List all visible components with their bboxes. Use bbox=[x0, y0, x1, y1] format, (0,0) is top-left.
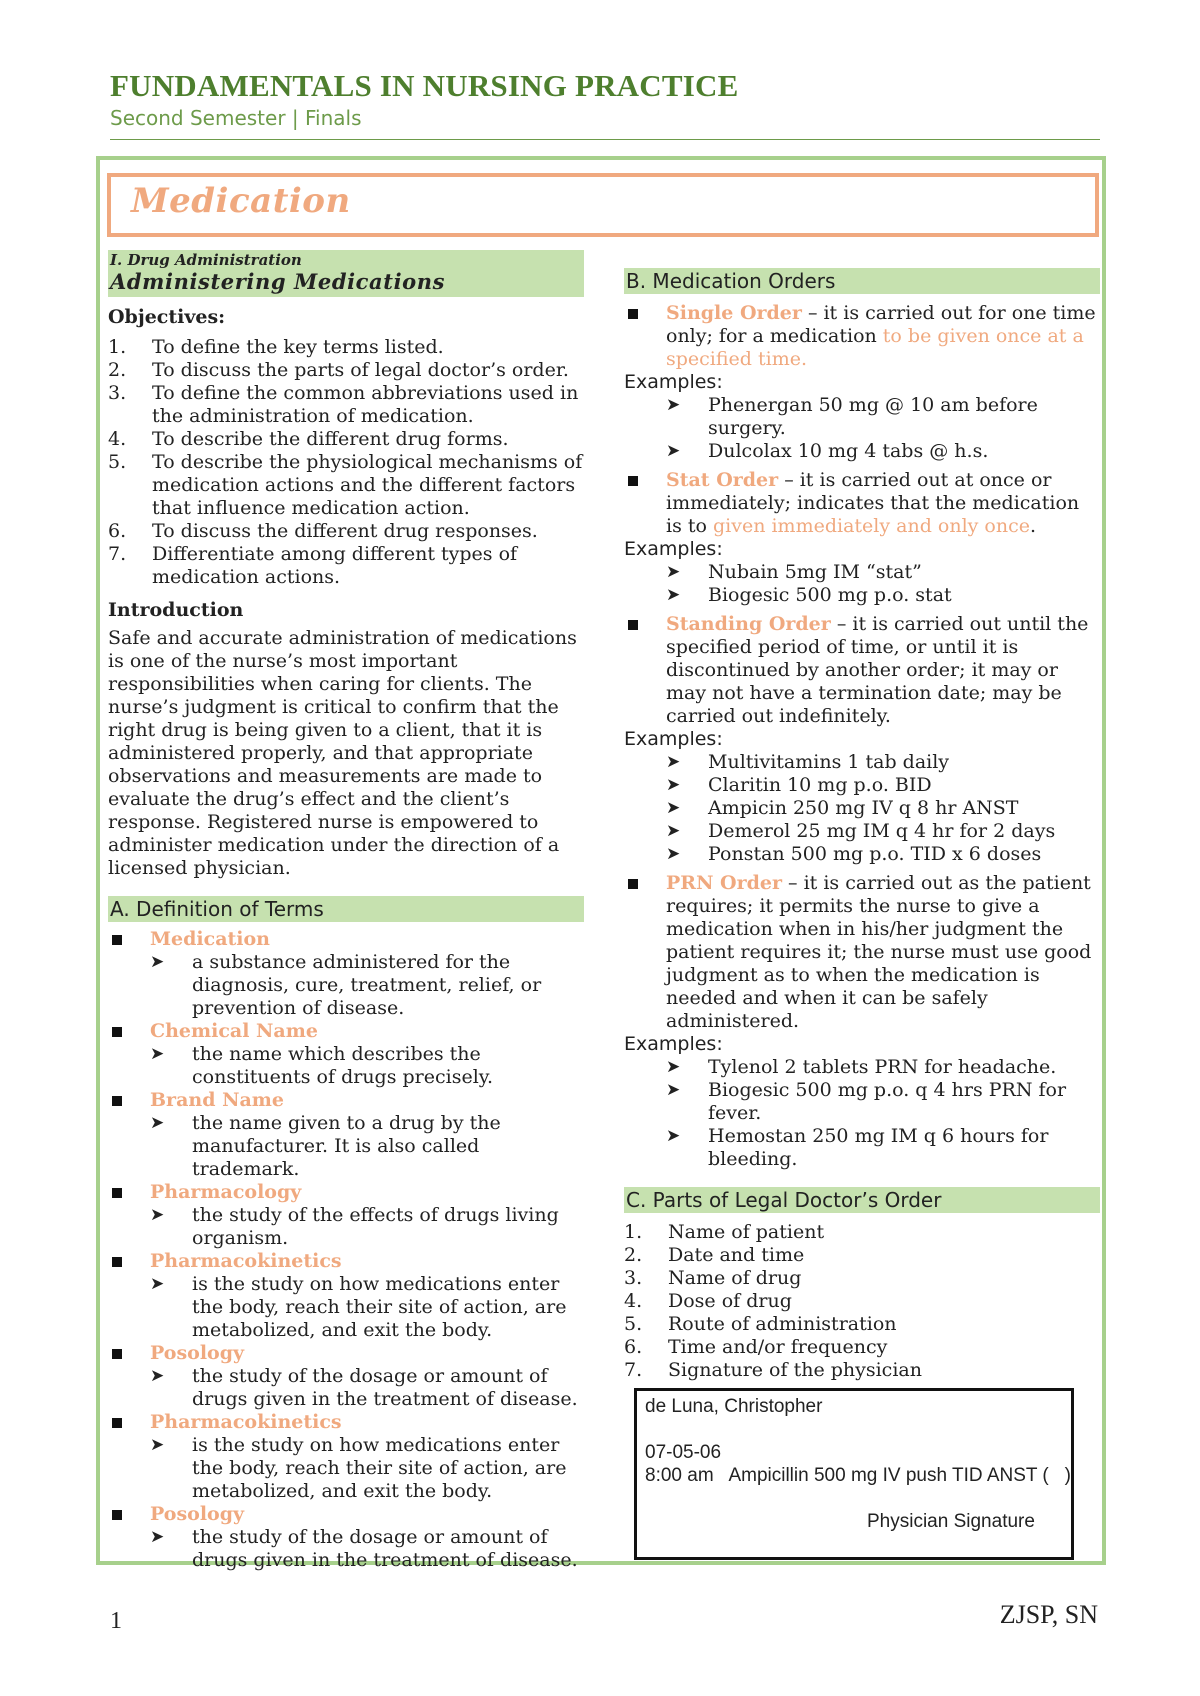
term-definition bbox=[108, 1204, 584, 1250]
part-number: 4. bbox=[624, 1290, 643, 1312]
arrow-bullet-icon: ➤ bbox=[666, 821, 681, 841]
part-text: Route of administration bbox=[668, 1313, 897, 1335]
example-text: Biogesic 500 mg p.o. stat bbox=[708, 584, 952, 606]
orders-heading: B. Medication Orders bbox=[624, 268, 1100, 294]
right-column bbox=[624, 268, 1100, 1560]
term-item bbox=[108, 1020, 584, 1043]
bullet-square-icon bbox=[112, 1257, 122, 1267]
order-name: Standing Order bbox=[666, 613, 831, 635]
part-item bbox=[624, 1290, 1100, 1313]
bullet-square-icon bbox=[112, 935, 122, 945]
arrow-bullet-icon: ➤ bbox=[150, 1435, 165, 1455]
term-item bbox=[108, 1411, 584, 1434]
examples-label: Examples: bbox=[624, 371, 723, 393]
arrow-bullet-icon: ➤ bbox=[666, 775, 681, 795]
objective-number: 5. bbox=[108, 451, 127, 473]
example-item bbox=[624, 584, 1100, 607]
introduction-heading: Introduction bbox=[108, 599, 244, 621]
arrow-bullet-icon: ➤ bbox=[666, 1057, 681, 1077]
term-definition-text: is the study on how medications enter the body, reach their site of action, are metabolized, and exit the body. bbox=[192, 1434, 567, 1502]
arrow-bullet-icon: ➤ bbox=[150, 1366, 165, 1386]
order-description: – it is carried out at once or immediately; indicates that the medication is to bbox=[666, 469, 1080, 537]
objective-number: 4. bbox=[108, 428, 127, 450]
objective-item bbox=[108, 520, 584, 543]
term-name: Pharmacology bbox=[150, 1181, 302, 1203]
document-subtitle: Second Semester | Finals bbox=[110, 106, 362, 130]
example-text: Tylenol 2 tablets PRN for headache. bbox=[708, 1056, 1057, 1078]
example-text: Phenergan 50 mg @ 10 am before surgery. bbox=[708, 394, 1038, 439]
bullet-square-icon bbox=[112, 1027, 122, 1037]
bullet-square-icon bbox=[112, 1096, 122, 1106]
bullet-square-icon bbox=[628, 309, 638, 319]
example-item bbox=[624, 751, 1100, 774]
term-definition-text: is the study on how medications enter the body, reach their site of action, are metabolized, and exit the body. bbox=[192, 1273, 567, 1341]
part-item bbox=[624, 1336, 1100, 1359]
left-column bbox=[108, 250, 584, 1572]
term-definition bbox=[108, 1273, 584, 1342]
term-item bbox=[108, 1250, 584, 1273]
order-item bbox=[624, 302, 1100, 371]
part-number: 7. bbox=[624, 1359, 643, 1381]
term-item bbox=[108, 1503, 584, 1526]
bullet-square-icon bbox=[112, 1188, 122, 1198]
sample-patient-name: de Luna, Christopher bbox=[645, 1396, 823, 1417]
order-description: – it is carried out as the patient requires; it permits the nurse to give a medication when in his/her judgment the patient requires it; the nurse must use good judgment as to when the medication is needed and when it can be safely administered. bbox=[666, 872, 1092, 1032]
part-number: 1. bbox=[624, 1221, 643, 1243]
example-text: Ampicin 250 mg IV q 8 hr ANST bbox=[708, 797, 1019, 819]
term-name: Medication bbox=[150, 928, 270, 950]
term-definition-text: the study of the effects of drugs living organism. bbox=[192, 1204, 559, 1249]
term-definition bbox=[108, 1112, 584, 1181]
example-text: Demerol 25 mg IM q 4 hr for 2 days bbox=[708, 820, 1056, 842]
arrow-bullet-icon: ➤ bbox=[666, 1080, 681, 1100]
part-text: Name of drug bbox=[668, 1267, 802, 1289]
objective-text: To describe the physiological mechanisms of medication actions and the different factors that influence medication action. bbox=[152, 451, 583, 519]
order-name: PRN Order bbox=[666, 872, 783, 894]
bullet-square-icon bbox=[112, 1510, 122, 1520]
objective-number: 7. bbox=[108, 543, 127, 565]
objective-text: To discuss the parts of legal doctor’s order. bbox=[152, 359, 569, 381]
part-text: Time and/or frequency bbox=[668, 1336, 888, 1358]
bullet-square-icon bbox=[112, 1349, 122, 1359]
term-definition-text: the study of the dosage or amount of drugs given in the treatment of disease. bbox=[192, 1526, 578, 1571]
introduction-paragraph: Safe and accurate administration of medications is one of the nurse’s most important responsibilities when caring for clients. The nurse’s judgment is critical to confirm that the right drug is being given to a client, that it is administered properly, and that appropriate observations and measurements are made to evaluate the drug’s effect and the client’s response. Registered nurse is empowered to administer medication under the direction of a licensed physician. bbox=[108, 627, 577, 879]
part-text: Dose of drug bbox=[668, 1290, 792, 1312]
bullet-square-icon bbox=[112, 1418, 122, 1428]
objective-text: To describe the different drug forms. bbox=[152, 428, 509, 450]
example-item bbox=[624, 394, 1100, 440]
document-title: FUNDAMENTALS IN NURSING PRACTICE bbox=[110, 68, 739, 103]
objective-item bbox=[108, 382, 584, 428]
objective-item bbox=[108, 451, 584, 520]
arrow-bullet-icon: ➤ bbox=[666, 441, 681, 461]
order-description: – it is carried out until the specified period of time, or until it is discontinued by another order; it may or may not have a termination date; may be carried out indefinitely. bbox=[666, 613, 1089, 727]
definitions-heading: A. Definition of Terms bbox=[108, 896, 584, 922]
arrow-bullet-icon: ➤ bbox=[150, 952, 165, 972]
bullet-square-icon bbox=[628, 620, 638, 630]
example-text: Hemostan 250 mg IM q 6 hours for bleeding. bbox=[708, 1125, 1049, 1170]
arrow-bullet-icon: ➤ bbox=[150, 1044, 165, 1064]
objective-item bbox=[108, 336, 584, 359]
term-definition bbox=[108, 1434, 584, 1503]
term-item bbox=[108, 1089, 584, 1112]
term-definition-text: the name which describes the constituents of drugs precisely. bbox=[192, 1043, 494, 1088]
arrow-bullet-icon: ➤ bbox=[666, 1126, 681, 1146]
term-name: Chemical Name bbox=[150, 1020, 318, 1042]
term-definition-text: the study of the dosage or amount of drugs given in the treatment of disease. bbox=[192, 1365, 578, 1410]
example-item bbox=[624, 1056, 1100, 1079]
arrow-bullet-icon: ➤ bbox=[666, 395, 681, 415]
term-definition-text: a substance administered for the diagnosis, cure, treatment, relief, or prevention of disease. bbox=[192, 951, 542, 1019]
parts-list bbox=[624, 1221, 1100, 1382]
examples-label: Examples: bbox=[624, 538, 723, 560]
term-definition bbox=[108, 1365, 584, 1411]
term-definition-text: the name given to a drug by the manufacturer. It is also called trademark. bbox=[192, 1112, 501, 1180]
objective-number: 3. bbox=[108, 382, 127, 404]
sample-order-box bbox=[634, 1388, 1074, 1560]
order-highlight: to be given once at a specified time. bbox=[666, 325, 1084, 370]
order-highlight: given immediately and only once bbox=[712, 515, 1030, 537]
objective-item bbox=[108, 359, 584, 382]
part-number: 3. bbox=[624, 1267, 643, 1289]
example-text: Biogesic 500 mg p.o. q 4 hrs PRN for fever. bbox=[708, 1079, 1067, 1124]
example-item bbox=[624, 820, 1100, 843]
objectives-heading: Objectives: bbox=[108, 306, 226, 328]
arrow-bullet-icon: ➤ bbox=[666, 798, 681, 818]
example-text: Multivitamins 1 tab daily bbox=[708, 751, 950, 773]
order-description-end: . bbox=[1029, 515, 1037, 537]
term-item bbox=[108, 1342, 584, 1365]
term-definition bbox=[108, 1043, 584, 1089]
unit-label: I. Drug Administration bbox=[110, 251, 302, 269]
author-initials: ZJSP, SN bbox=[999, 1600, 1098, 1629]
term-name: Posology bbox=[150, 1342, 245, 1364]
objective-text: To discuss the different drug responses. bbox=[152, 520, 538, 542]
term-definition bbox=[108, 951, 584, 1020]
term-name: Pharmacokinetics bbox=[150, 1411, 342, 1433]
part-text: Date and time bbox=[668, 1244, 805, 1266]
term-item bbox=[108, 1181, 584, 1204]
example-item bbox=[624, 843, 1100, 866]
example-item bbox=[624, 774, 1100, 797]
sample-order-line: 8:00 am Ampicillin 500 mg IV push TID ANST ( ) bbox=[645, 1465, 1071, 1486]
objective-number: 6. bbox=[108, 520, 127, 542]
chapter-banner bbox=[107, 173, 1099, 237]
example-item bbox=[624, 561, 1100, 584]
objectives-list bbox=[108, 336, 584, 589]
arrow-bullet-icon: ➤ bbox=[666, 844, 681, 864]
bullet-square-icon bbox=[628, 879, 638, 889]
objective-number: 1. bbox=[108, 336, 127, 358]
arrow-bullet-icon: ➤ bbox=[666, 562, 681, 582]
part-text: Name of patient bbox=[668, 1221, 825, 1243]
arrow-bullet-icon: ➤ bbox=[150, 1113, 165, 1133]
example-text: Dulcolax 10 mg 4 tabs @ h.s. bbox=[708, 440, 989, 462]
examples-label: Examples: bbox=[624, 1033, 723, 1055]
arrow-bullet-icon: ➤ bbox=[666, 752, 681, 772]
chapter-title: Medication bbox=[131, 181, 351, 221]
example-text: Ponstan 500 mg p.o. TID x 6 doses bbox=[708, 843, 1042, 865]
arrow-bullet-icon: ➤ bbox=[150, 1527, 165, 1547]
examples-label: Examples: bbox=[624, 728, 723, 750]
order-description: – it is carried out for one time only; for a medication bbox=[666, 302, 1096, 347]
example-item bbox=[624, 1079, 1100, 1125]
order-name: Stat Order bbox=[666, 469, 779, 491]
order-item bbox=[624, 469, 1100, 538]
sample-order-date: 07-05-06 bbox=[645, 1442, 722, 1463]
part-number: 2. bbox=[624, 1244, 643, 1266]
unit-title: Administering Medications bbox=[110, 269, 446, 294]
part-item bbox=[624, 1267, 1100, 1290]
objective-text: Differentiate among different types of medication actions. bbox=[152, 543, 518, 588]
term-name: Posology bbox=[150, 1503, 245, 1525]
term-name: Brand Name bbox=[150, 1089, 284, 1111]
example-text: Claritin 10 mg p.o. BID bbox=[708, 774, 932, 796]
page-number: 1 bbox=[110, 1608, 122, 1634]
part-item bbox=[624, 1244, 1100, 1267]
example-item bbox=[624, 1125, 1100, 1171]
objective-text: To define the key terms listed. bbox=[152, 336, 444, 358]
arrow-bullet-icon: ➤ bbox=[150, 1205, 165, 1225]
part-item bbox=[624, 1221, 1100, 1244]
part-item bbox=[624, 1313, 1100, 1336]
objective-text: To define the common abbreviations used in the administration of medication. bbox=[152, 382, 579, 427]
parts-heading: C. Parts of Legal Doctor’s Order bbox=[624, 1187, 1100, 1213]
objective-item bbox=[108, 543, 584, 589]
part-text: Signature of the physician bbox=[668, 1359, 922, 1381]
term-item bbox=[108, 928, 584, 951]
arrow-bullet-icon: ➤ bbox=[150, 1274, 165, 1294]
objective-number: 2. bbox=[108, 359, 127, 381]
objective-item bbox=[108, 428, 584, 451]
unit-header bbox=[108, 250, 584, 297]
sample-physician-signature: Physician Signature bbox=[867, 1511, 1035, 1532]
part-item bbox=[624, 1359, 1100, 1382]
term-name: Pharmacokinetics bbox=[150, 1250, 342, 1272]
example-item bbox=[624, 440, 1100, 463]
part-number: 6. bbox=[624, 1336, 643, 1358]
header-divider bbox=[110, 139, 1100, 140]
example-item bbox=[624, 797, 1100, 820]
part-number: 5. bbox=[624, 1313, 643, 1335]
order-item bbox=[624, 872, 1100, 1033]
bullet-square-icon bbox=[628, 476, 638, 486]
order-item bbox=[624, 613, 1100, 728]
term-definition bbox=[108, 1526, 584, 1572]
example-text: Nubain 5mg IM “stat” bbox=[708, 561, 922, 583]
arrow-bullet-icon: ➤ bbox=[666, 585, 681, 605]
terms-list bbox=[108, 928, 584, 1572]
order-name: Single Order bbox=[666, 302, 802, 324]
